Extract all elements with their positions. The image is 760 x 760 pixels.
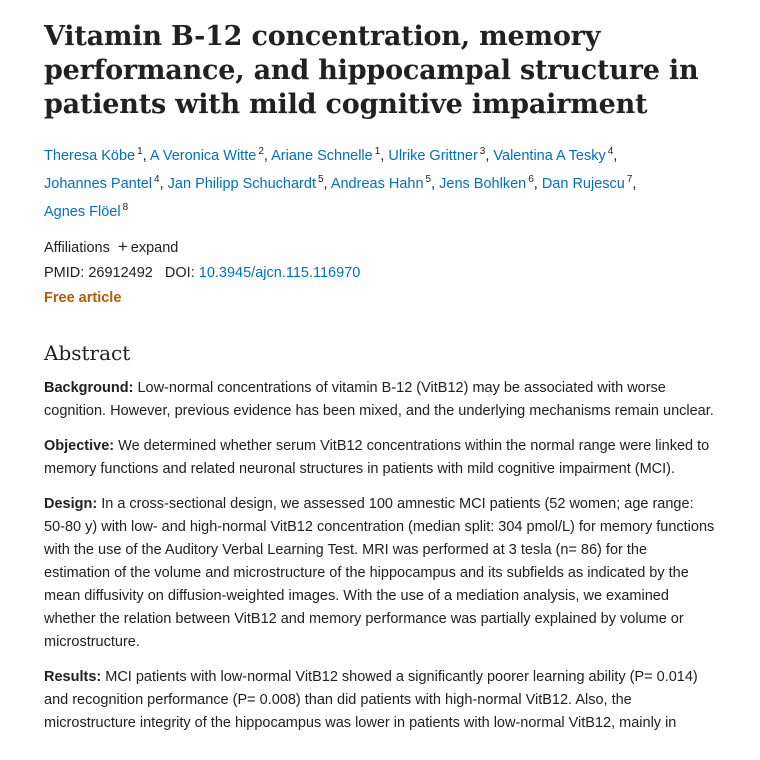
affiliation-number: 1: [137, 146, 143, 157]
author-link[interactable]: Theresa Köbe: [44, 148, 136, 164]
article-title: Vitamin B-12 concentration, memory performance, and hippocampal structure in patients with mild cognitive impairment: [44, 21, 699, 120]
free-article-badge: Free article: [44, 290, 122, 306]
plus-icon: +: [117, 237, 128, 256]
author-link[interactable]: Jan Philipp Schuchardt: [167, 176, 316, 192]
section-label: Background:: [44, 380, 134, 396]
author[interactable]: [44, 176, 160, 192]
author-link[interactable]: A Veronica Witte: [149, 148, 257, 164]
article-meta: [44, 234, 716, 311]
author[interactable]: [168, 176, 324, 192]
doi-link[interactable]: 10.3945/ajcn.115.116970: [198, 265, 361, 281]
author[interactable]: [388, 148, 485, 164]
author-link[interactable]: Johannes Pantel: [44, 176, 153, 192]
author[interactable]: [44, 204, 128, 220]
affiliations-row: [44, 234, 716, 261]
affiliations-label: Affiliations: [44, 240, 110, 256]
affiliation-number: 6: [528, 174, 534, 185]
author[interactable]: [271, 148, 380, 164]
doi-label: DOI:: [164, 265, 195, 281]
section-text: We determined whether serum VitB12 concentrations within the normal range were linked to memory functions and related neuronal structures in patients with mild cognitive impairment (MCI).: [44, 438, 710, 477]
pmid-label: PMID:: [44, 265, 85, 281]
affiliation-number: 8: [122, 202, 129, 213]
author[interactable]: [150, 148, 264, 164]
author-link[interactable]: Andreas Hahn: [330, 176, 424, 192]
pmid-value: 26912492: [88, 265, 153, 281]
author[interactable]: [493, 148, 613, 164]
expand-label: expand: [130, 240, 179, 256]
free-article-row: [44, 286, 716, 311]
affiliation-number: 7: [626, 174, 633, 185]
author-link[interactable]: Dan Rujescu: [541, 176, 625, 192]
section-label: Design:: [44, 496, 98, 512]
section-label: Results:: [44, 669, 102, 685]
affiliation-number: 4: [607, 146, 614, 157]
author[interactable]: [542, 176, 633, 192]
abstract-objective: [44, 435, 716, 481]
author-link[interactable]: Jens Bohlken: [439, 176, 527, 192]
author[interactable]: [331, 176, 431, 192]
expand-affiliations-button[interactable]: [117, 237, 179, 256]
author-link[interactable]: Agnes Flöel: [44, 204, 121, 220]
section-label: Objective:: [44, 438, 115, 454]
author[interactable]: [439, 176, 534, 192]
section-text: Low-normal concentrations of vitamin B-12 (VitB12) may be associated with worse cognition. However, previous evidence has been mixed, and the underlying mechanisms remain unclear.: [44, 380, 714, 419]
affiliation-number: 2: [258, 146, 264, 157]
author-link[interactable]: Valentina A Tesky: [493, 148, 606, 164]
section-text: MCI patients with low-normal VitB12 showed a significantly poorer learning ability (P= 0.014) and recognition performance (P= 0.008) than did patients with high-normal VitB12. Also, the microstructure integrity of the hippocampus was lower in patients with low-normal VitB12, mainly in: [44, 669, 698, 731]
abstract-results: [44, 666, 716, 735]
abstract-design: [44, 493, 716, 654]
author-link[interactable]: Ariane Schnelle: [271, 148, 373, 164]
section-text: In a cross-sectional design, we assessed 100 amnestic MCI patients (52 women; age range: 50-80 y) with low- and high-normal VitB12 concentration (median split: 304 pmol/L) for memory functions with the use of the Auditory Verbal Learning Test. MRI was performed at 3 tesla (n= 86) for the estimation of the volume and microstructure of the hippocampus and its subfields as indicated by the mean diffusivity on diffusion-weighted images. With the use of a mediation analysis, we examined whether the relation between VitB12 and memory performance was partially explained by volume or microstructure.: [44, 496, 715, 650]
abstract-background: [44, 377, 716, 423]
author[interactable]: [44, 148, 143, 164]
author-list: Theresa Köbe $^1$, A Veronica Witte $^2$, Ariane Schnelle $^1$, Ulrike Grittner $^3$, Valentina A Tesky $^4$, Johannes Pantel $^4$, Jan Philipp Schuchardt $^5$, Andreas Hahn $^5$, Jens Bohlken $^6$, Dan Rujescu $^7$, Agnes Flöel $^8$: [44, 146, 637, 220]
identifiers-row: [44, 261, 716, 286]
affiliation-number: 5: [317, 174, 324, 185]
author-link[interactable]: Ulrike Grittner: [388, 148, 478, 164]
affiliation-number: 5: [425, 174, 432, 185]
affiliation-number: 3: [479, 146, 486, 157]
abstract-heading: Abstract: [44, 341, 131, 365]
affiliation-number: 1: [374, 146, 381, 157]
affiliation-number: 4: [154, 174, 160, 185]
